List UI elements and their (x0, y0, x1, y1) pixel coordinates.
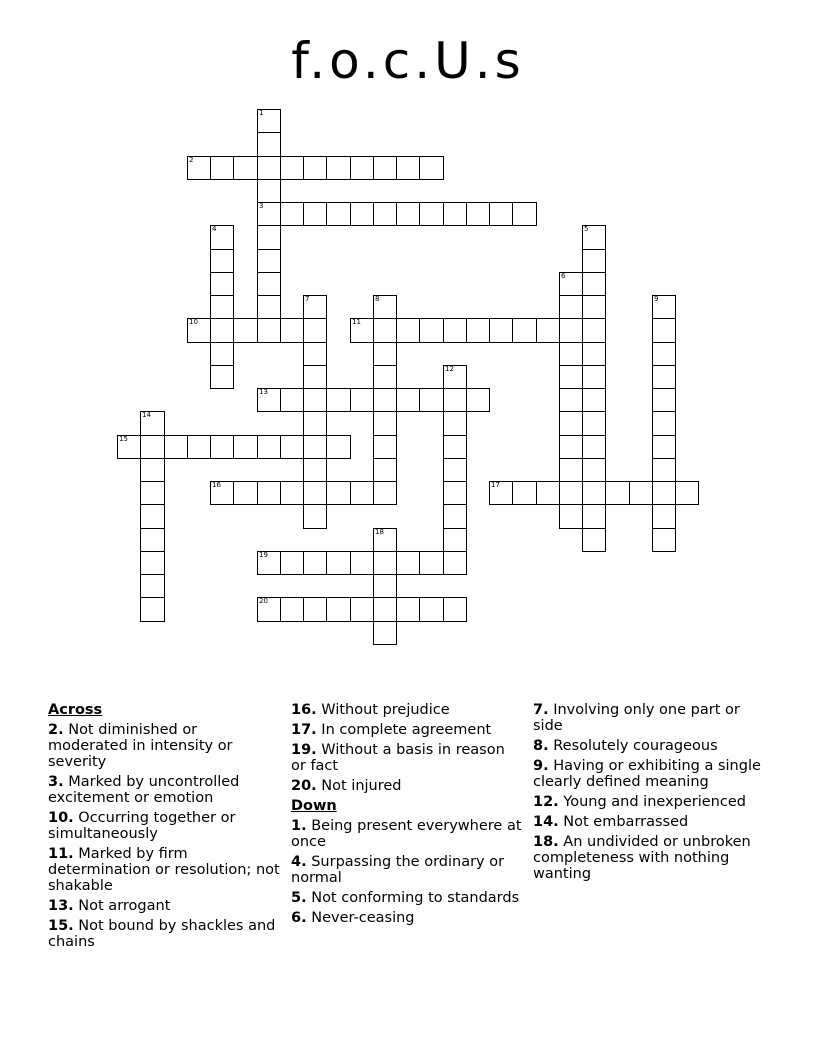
grid-cell[interactable] (257, 551, 281, 575)
across-clue (48, 722, 280, 770)
grid-cell[interactable] (210, 342, 234, 366)
grid-cell[interactable] (210, 318, 234, 343)
grid-cell[interactable] (559, 504, 583, 529)
grid-cell[interactable] (559, 388, 583, 412)
grid-cell[interactable] (326, 481, 351, 505)
grid-cell[interactable] (536, 318, 560, 343)
grid-cell[interactable] (257, 388, 281, 412)
grid-cell[interactable] (419, 156, 444, 180)
grid-cell[interactable] (257, 318, 281, 343)
grid-cell[interactable] (326, 156, 351, 180)
grid-cell[interactable] (582, 481, 606, 505)
grid-cell[interactable] (559, 481, 583, 505)
grid-cell[interactable] (373, 597, 397, 622)
clue-number: 19 (259, 551, 268, 559)
grid-cell[interactable] (582, 388, 606, 412)
clue-label: 8. (533, 738, 549, 754)
grid-cell[interactable] (373, 481, 397, 505)
grid-cell[interactable] (303, 597, 327, 622)
clue-number: 13 (259, 388, 268, 396)
grid-cell[interactable] (443, 458, 467, 482)
clue-number: 11 (352, 318, 361, 326)
clue-number: 14 (142, 411, 151, 419)
clue-label: 16. (291, 702, 317, 718)
grid-cell[interactable] (652, 318, 676, 343)
grid-cell[interactable] (326, 388, 351, 412)
down-clue (291, 910, 523, 926)
clue-text: Not arrogant (78, 898, 171, 914)
clue-text: In complete agreement (321, 722, 492, 738)
grid-cell[interactable] (210, 272, 234, 296)
grid-cell[interactable] (489, 318, 513, 343)
clue-text: Surpassing the ordinary or normal (291, 854, 505, 886)
down-clue (533, 794, 765, 810)
grid-cell[interactable] (582, 272, 606, 296)
grid-cell[interactable] (303, 551, 327, 575)
down-clue (533, 702, 765, 734)
grid-cell[interactable] (443, 411, 467, 436)
clue-number: 18 (375, 528, 384, 536)
grid-cell[interactable] (257, 179, 281, 203)
grid-cell[interactable] (303, 435, 327, 459)
clue-label: 6. (291, 910, 307, 926)
clue-number: 3 (259, 202, 264, 210)
clue-label: 4. (291, 854, 307, 870)
clue-label: 19. (291, 742, 317, 758)
clue-text: Occurring together or simultaneously (48, 810, 236, 842)
across-clue (291, 702, 523, 718)
grid-cell[interactable] (466, 318, 490, 343)
grid-cell[interactable] (559, 342, 583, 366)
grid-cell[interactable] (675, 481, 699, 505)
grid-cell[interactable] (210, 156, 234, 180)
grid-cell[interactable] (210, 225, 234, 250)
grid-cell[interactable] (652, 388, 676, 412)
down-clue (533, 758, 765, 790)
grid-cell[interactable] (164, 435, 188, 459)
grid-cell[interactable] (326, 551, 351, 575)
grid-cell[interactable] (443, 481, 467, 505)
grid-cell[interactable] (559, 435, 583, 459)
grid-cell[interactable] (187, 435, 211, 459)
grid-cell[interactable] (280, 156, 304, 180)
clue-text: Never-ceasing (311, 910, 415, 926)
clue-label: 1. (291, 818, 307, 834)
grid-cell[interactable] (373, 574, 397, 598)
grid-cell[interactable] (443, 597, 467, 622)
grid-cell[interactable] (280, 481, 304, 505)
grid-cell[interactable] (187, 318, 211, 343)
grid-cell[interactable] (210, 249, 234, 273)
clue-text: Not diminished or moderated in intensity or severity (48, 722, 233, 770)
clue-number: 1 (259, 109, 264, 117)
clue-number: 16 (212, 481, 221, 489)
grid-cell[interactable] (396, 597, 420, 622)
grid-cell[interactable] (373, 202, 397, 226)
grid-cell[interactable] (396, 318, 420, 343)
clue-label: 13. (48, 898, 74, 914)
grid-cell[interactable] (582, 295, 606, 319)
grid-cell[interactable] (257, 132, 281, 157)
down-clue (533, 738, 765, 754)
grid-cell[interactable] (303, 156, 327, 180)
grid-cell[interactable] (582, 458, 606, 482)
grid-cell[interactable] (233, 318, 258, 343)
across-clue (48, 898, 280, 914)
grid-cell[interactable] (536, 481, 560, 505)
clue-label: 11. (48, 846, 74, 862)
grid-cell[interactable] (257, 225, 281, 250)
grid-cell[interactable] (373, 156, 397, 180)
clue-number: 4 (212, 225, 217, 233)
grid-cell[interactable] (419, 597, 444, 622)
clue-label: 5. (291, 890, 307, 906)
grid-cell[interactable] (350, 481, 374, 505)
grid-cell[interactable] (512, 202, 537, 226)
grid-cell[interactable] (350, 388, 374, 412)
clue-number: 6 (561, 272, 566, 280)
grid-cell[interactable] (233, 481, 258, 505)
clue-number: 7 (305, 295, 310, 303)
grid-cell[interactable] (373, 621, 397, 645)
grid-cell[interactable] (303, 202, 327, 226)
grid-cell[interactable] (326, 202, 351, 226)
clue-text: Marked by uncontrolled excitement or emotion (48, 774, 240, 806)
grid-cell[interactable] (582, 435, 606, 459)
grid-cell[interactable] (396, 202, 420, 226)
clue-text: Resolutely courageous (553, 738, 718, 754)
clue-label: 9. (533, 758, 549, 774)
grid-cell[interactable] (652, 458, 676, 482)
grid-cell[interactable] (466, 202, 490, 226)
grid-cell[interactable] (210, 481, 234, 505)
grid-cell[interactable] (326, 597, 351, 622)
grid-cell[interactable] (559, 295, 583, 319)
clue-text: Not injured (321, 778, 402, 794)
grid-cell[interactable] (187, 156, 211, 180)
clue-text: An undivided or unbroken completeness with nothing wanting (533, 834, 751, 882)
grid-cell[interactable] (652, 342, 676, 366)
clue-column-2 (291, 702, 523, 930)
down-clue (533, 814, 765, 830)
grid-cell[interactable] (140, 551, 165, 575)
grid-cell[interactable] (443, 551, 467, 575)
grid-cell[interactable] (559, 458, 583, 482)
across-clue (291, 742, 523, 774)
grid-cell[interactable] (396, 551, 420, 575)
down-heading: Down (291, 798, 337, 814)
clue-label: 12. (533, 794, 559, 810)
across-clue (291, 722, 523, 738)
grid-cell[interactable] (303, 365, 327, 389)
grid-cell[interactable] (652, 295, 676, 319)
clue-column-3 (533, 702, 765, 886)
grid-cell[interactable] (582, 528, 606, 552)
grid-cell[interactable] (117, 435, 141, 459)
grid-cell[interactable] (582, 249, 606, 273)
grid-cell[interactable] (559, 411, 583, 436)
grid-cell[interactable] (419, 388, 444, 412)
clue-number: 15 (119, 435, 128, 443)
clue-label: 3. (48, 774, 64, 790)
down-clue (291, 854, 523, 886)
across-clue (291, 778, 523, 794)
grid-cell[interactable] (257, 481, 281, 505)
grid-cell[interactable] (140, 481, 165, 505)
grid-cell[interactable] (350, 597, 374, 622)
grid-cell[interactable] (280, 435, 304, 459)
grid-cell[interactable] (373, 388, 397, 412)
across-clue (48, 846, 280, 894)
clue-text: Not bound by shackles and chains (48, 918, 276, 950)
grid-cell[interactable] (652, 365, 676, 389)
grid-cell[interactable] (210, 365, 234, 389)
clue-number: 20 (259, 597, 268, 605)
down-clue (533, 834, 765, 882)
grid-cell[interactable] (373, 295, 397, 319)
grid-cell[interactable] (280, 202, 304, 226)
grid-cell[interactable] (303, 342, 327, 366)
grid-cell[interactable] (443, 318, 467, 343)
clue-number: 9 (654, 295, 659, 303)
grid-cell[interactable] (350, 202, 374, 226)
grid-cell[interactable] (443, 388, 467, 412)
grid-cell[interactable] (350, 318, 374, 343)
grid-cell[interactable] (233, 156, 258, 180)
grid-cell[interactable] (303, 388, 327, 412)
clue-text: Not embarrassed (563, 814, 689, 830)
grid-cell[interactable] (652, 481, 676, 505)
clue-label: 15. (48, 918, 74, 934)
grid-cell[interactable] (419, 551, 444, 575)
grid-cell[interactable] (140, 574, 165, 598)
clue-text: Not conforming to standards (311, 890, 520, 906)
grid-cell[interactable] (559, 318, 583, 343)
grid-cell[interactable] (419, 202, 444, 226)
grid-cell[interactable] (257, 435, 281, 459)
grid-cell[interactable] (605, 481, 630, 505)
grid-cell[interactable] (326, 435, 351, 459)
grid-cell[interactable] (373, 528, 397, 552)
clue-label: 10. (48, 810, 74, 826)
grid-cell[interactable] (582, 365, 606, 389)
clue-number: 2 (189, 156, 194, 164)
clue-number: 17 (491, 481, 500, 489)
grid-cell[interactable] (280, 388, 304, 412)
grid-cell[interactable] (257, 249, 281, 273)
clue-text: Without a basis in reason or fact (291, 742, 505, 774)
grid-cell[interactable] (303, 411, 327, 436)
grid-cell[interactable] (629, 481, 653, 505)
grid-cell[interactable] (373, 458, 397, 482)
grid-cell[interactable] (373, 551, 397, 575)
grid-cell[interactable] (559, 365, 583, 389)
grid-cell[interactable] (257, 597, 281, 622)
grid-cell[interactable] (303, 318, 327, 343)
grid-cell[interactable] (512, 318, 537, 343)
grid-cell[interactable] (443, 504, 467, 529)
clue-text: Being present everywhere at once (291, 818, 522, 850)
clue-number: 5 (584, 225, 589, 233)
grid-cell[interactable] (582, 411, 606, 436)
grid-cell[interactable] (233, 435, 258, 459)
clue-label: 7. (533, 702, 549, 718)
grid-cell[interactable] (373, 365, 397, 389)
grid-cell[interactable] (582, 342, 606, 366)
grid-cell[interactable] (373, 318, 397, 343)
grid-cell[interactable] (257, 272, 281, 296)
grid-cell[interactable] (257, 109, 281, 133)
grid-cell[interactable] (210, 435, 234, 459)
clue-label: 20. (291, 778, 317, 794)
clue-text: Without prejudice (321, 702, 450, 718)
grid-cell[interactable] (280, 318, 304, 343)
grid-cell[interactable] (140, 458, 165, 482)
grid-cell[interactable] (350, 551, 374, 575)
grid-cell[interactable] (303, 504, 327, 529)
grid-cell[interactable] (489, 202, 513, 226)
grid-cell[interactable] (559, 272, 583, 296)
grid-cell[interactable] (652, 504, 676, 529)
grid-cell[interactable] (419, 318, 444, 343)
clue-label: 17. (291, 722, 317, 738)
grid-cell[interactable] (466, 388, 490, 412)
grid-cell[interactable] (582, 318, 606, 343)
across-heading: Across (48, 702, 103, 718)
grid-cell[interactable] (303, 481, 327, 505)
clue-label: 14. (533, 814, 559, 830)
down-clue (291, 890, 523, 906)
clue-text: Young and inexperienced (563, 794, 746, 810)
grid-cell[interactable] (652, 528, 676, 552)
grid-cell[interactable] (350, 156, 374, 180)
grid-cell[interactable] (512, 481, 537, 505)
grid-cell[interactable] (443, 202, 467, 226)
grid-cell[interactable] (280, 551, 304, 575)
grid-cell[interactable] (140, 528, 165, 552)
grid-cell[interactable] (140, 504, 165, 529)
grid-cell[interactable] (652, 435, 676, 459)
grid-cell[interactable] (396, 156, 420, 180)
grid-cell[interactable] (373, 411, 397, 436)
grid-cell[interactable] (257, 295, 281, 319)
clue-text: Involving only one part or side (533, 702, 740, 734)
grid-cell[interactable] (373, 435, 397, 459)
clue-number: 10 (189, 318, 198, 326)
grid-cell[interactable] (489, 481, 513, 505)
grid-cell[interactable] (303, 295, 327, 319)
clue-label: 18. (533, 834, 559, 850)
down-clue (291, 818, 523, 850)
grid-cell[interactable] (373, 342, 397, 366)
clue-number: 8 (375, 295, 380, 303)
clue-label: 2. (48, 722, 64, 738)
grid-cell[interactable] (582, 504, 606, 529)
puzzle-title: f.o.c.U.s (291, 32, 525, 90)
grid-cell[interactable] (257, 156, 281, 180)
clue-text: Having or exhibiting a single clearly defined meaning (533, 758, 761, 790)
grid-cell[interactable] (140, 435, 165, 459)
grid-cell[interactable] (443, 528, 467, 552)
grid-cell[interactable] (582, 225, 606, 250)
clue-text: Marked by firm determination or resolution; not shakable (48, 846, 280, 894)
grid-cell[interactable] (280, 597, 304, 622)
clue-number: 12 (445, 365, 454, 373)
grid-cell[interactable] (140, 411, 165, 436)
across-clue (48, 918, 280, 950)
grid-cell[interactable] (140, 597, 165, 622)
grid-cell[interactable] (396, 388, 420, 412)
clue-column-1 (48, 702, 280, 954)
grid-cell[interactable] (210, 295, 234, 319)
grid-cell[interactable] (303, 458, 327, 482)
grid-cell[interactable] (257, 202, 281, 226)
grid-cell[interactable] (652, 411, 676, 436)
grid-cell[interactable] (443, 365, 467, 389)
across-clue (48, 810, 280, 842)
across-clue (48, 774, 280, 806)
grid-cell[interactable] (443, 435, 467, 459)
